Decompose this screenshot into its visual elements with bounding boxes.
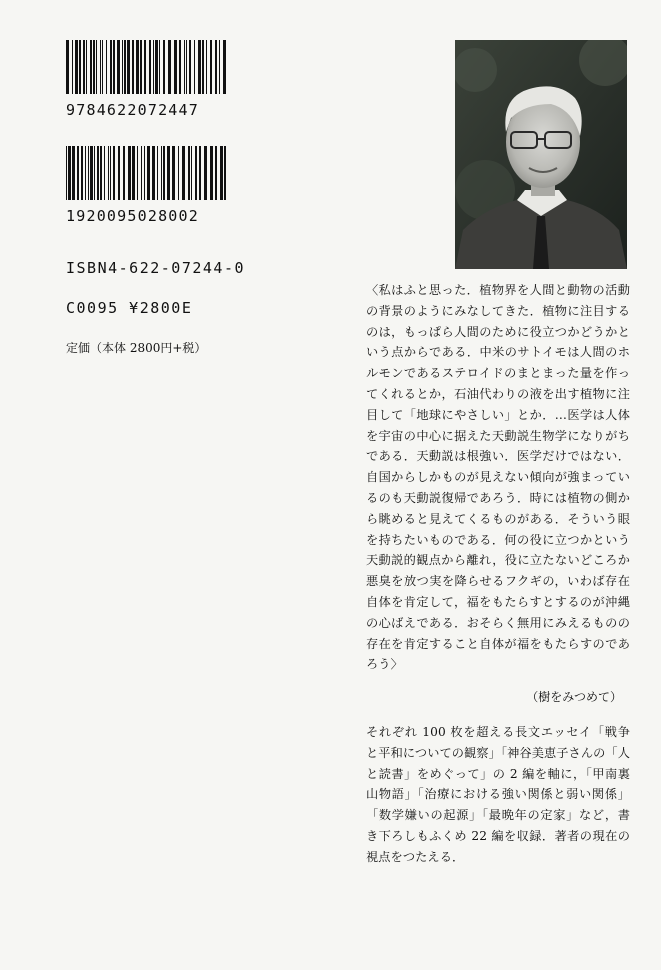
barcode-number-bottom: 1920095028002 bbox=[66, 207, 199, 225]
price-code-label: C0095 ¥2800E bbox=[66, 299, 193, 317]
ean-barcode-bottom bbox=[66, 146, 226, 200]
barcode-number-top: 9784622072447 bbox=[66, 101, 199, 119]
author-portrait-image bbox=[455, 40, 627, 269]
tax-price-label: 定価（本体 2800円+税） bbox=[66, 341, 207, 355]
quote-source: （樹をみつめて） bbox=[526, 690, 622, 704]
author-photo bbox=[455, 40, 627, 269]
book-blurb: それぞれ 100 枚を超える長文エッセイ「戦争と平和についての観察」「神谷美恵子さんの「人と読書」をめぐって」の 2 編を軸に，「甲南裏山物語」「治療における強い関係と弱い関係」「数学嫌いの起源」「最晩年の定家」など，書き下ろしもふくめ 22 編を収録．著者の現在の視点をつたえる． bbox=[366, 725, 630, 864]
quote-passage: 〈私はふと思った．植物界を人間と動物の活動の背景のようにみなしてきた．植物に注目するのは，もっぱら人間のために役立つかどうかという点からである．中米のサトイモは人間のホルモンであるステロイドのまとまった量を作ってくれるとか，石油代わりの液を出す植物に注目して「地球にやさしい」とか．…医学は人体を宇宙の中心に据えた天動説生物学になりがちである．天動説は根強い．医学だけではない．自国からしかものが見えない傾向が強まっているのも天動説復帰であろう．時には植物の側から眺めると見えてくるものがある．そういう眼を持ちたいものである．何の役に立つかという天動説的観点から離れ，役に立たないどころか悪臭を放つ実を降らせるフクギの，いわば存在自体を肯定して，福をもたらすとするのが沖縄の心ばえである．おそらく無用にみえるものの存在を肯定すること自体が福をもたらすのであろう〉 bbox=[366, 283, 630, 672]
isbn-label: ISBN4-622-07244-0 bbox=[66, 259, 246, 277]
ean-barcode-top bbox=[66, 40, 226, 94]
